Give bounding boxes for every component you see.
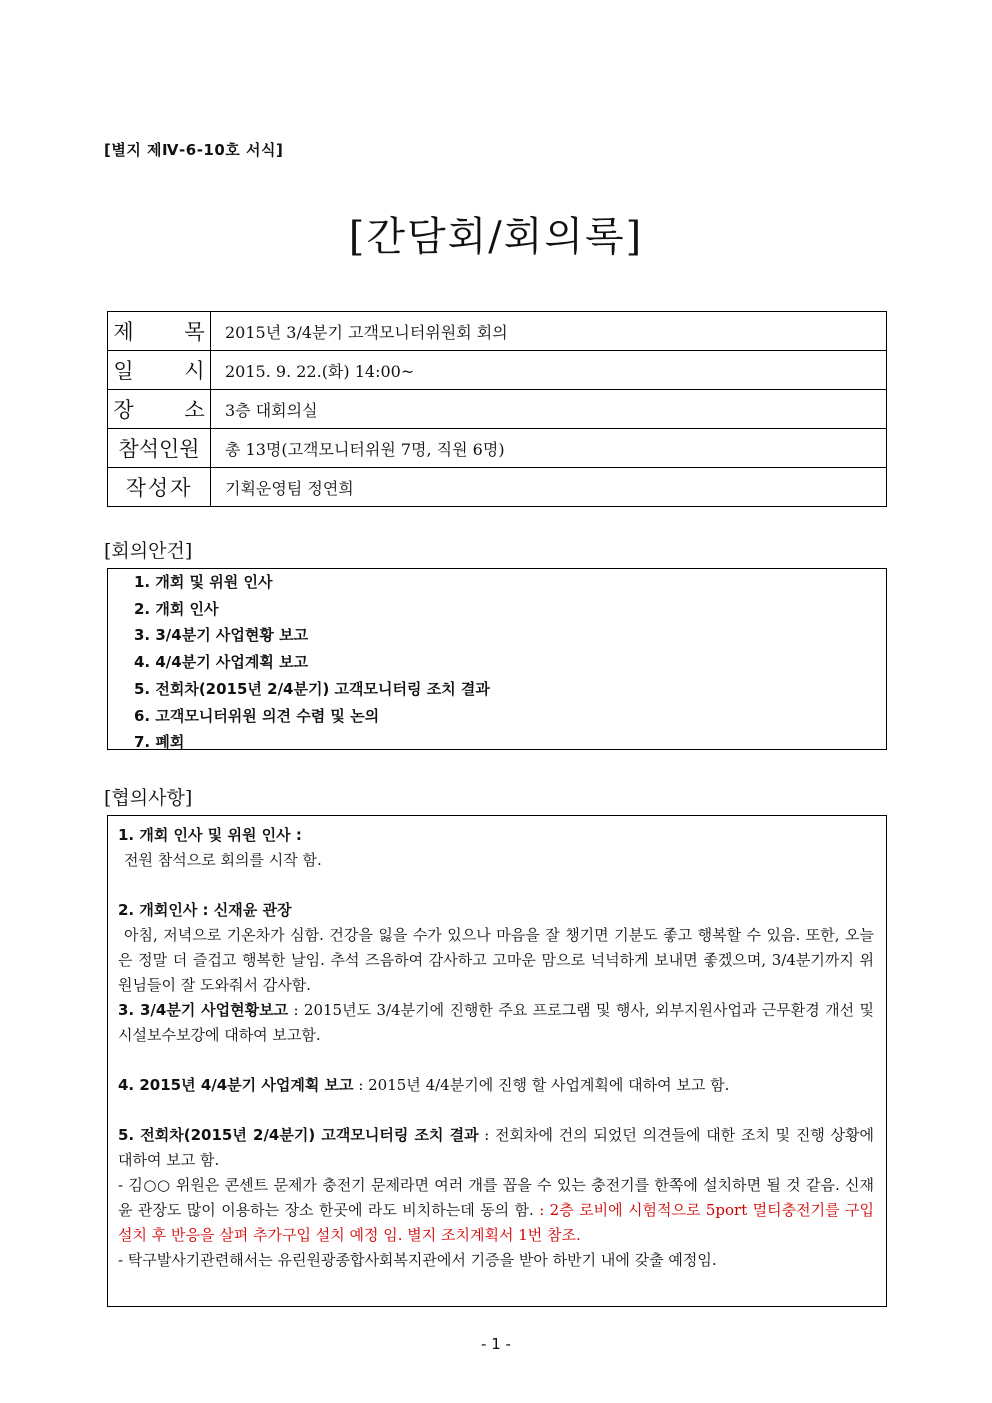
list-item: 1. 개회 및 위원 인사 [134,573,273,591]
section-5-item-1-action: : 2층 로비에 시험적으로 5port 멀티충전기를 구입 설치 후 반응을 살펴 추가구입 설치 예정 임. 별지 조치계획서 1번 참조. [118,1201,875,1244]
section-1-title: 1. 개회 인사 및 위원 인사 : [118,826,302,844]
section-3-body: : 2015년도 3/4분기에 진행한 주요 프로그램 및 행사, 외부지원사업과 근무환경 개선 및 시설보수보강에 대하여 보고함. [118,1001,875,1044]
page-number: - 1 - [481,1335,511,1353]
list-item: 7. 폐회 [134,733,185,752]
section-1-body: 전원 참석으로 회의를 시작 함. [124,851,322,869]
agenda-list [134,569,490,756]
section-4-body: : 2015년 4/4분기에 진행 할 사업계획에 대하여 보고 함. [353,1076,730,1094]
label-location: 장 소 [108,390,211,429]
table-row [108,312,887,351]
discussion-content [118,823,874,1273]
label-author: 작성자 [108,468,211,507]
form-code: [별지 제Ⅳ-6-10호 서식] [104,141,284,159]
section-2-body: 아침, 저녁으로 기온차가 심함. 건강을 잃을 수가 있으나 마음을 잘 챙기면 기분도 좋고 행복할 수 있음. 또한, 오늘은 정말 더 즐겁고 행복한 날임. 추석 즈음하여 감사하고 고마운 맘으로 넉넉하게 보내면 좋겠으며, 3/4분기까지 위원님들이 잘 도와줘서 감사함. [118,926,874,994]
list-item: 3. 3/4분기 사업현황 보고 [134,626,309,645]
section-2-title: 2. 개회인사 : 신재윤 관장 [118,901,292,919]
discussion-box [107,815,887,1307]
list-item: 2. 개회 인사 [134,599,219,618]
section-5-title: 5. 전회차(2015년 2/4분기) 고객모니터링 조치 결과 [118,1126,479,1144]
agenda-box [107,568,887,750]
page-title: [간담회/회의록] [348,214,644,260]
value-subject: 2015년 3/4분기 고객모니터위원회 회의 [211,312,887,351]
list-item: 4. 4/4분기 사업계획 보고 [134,653,309,672]
meeting-info-table [107,311,887,507]
label-subject: 제 목 [108,312,211,351]
agenda-heading: [회의안건] [104,540,193,562]
value-author: 기획운영팀 정연희 [211,468,887,507]
section-5-item-2: - 탁구발사기관련해서는 유린원광종합사회복지관에서 기증을 받아 하반기 내에 갖출 예정임. [118,1251,717,1269]
value-attendees: 총 13명(고객모니터위원 7명, 직원 6명) [211,429,887,468]
section-4-title: 4. 2015년 4/4분기 사업계획 보고 [118,1076,354,1094]
section-5-body: : 전회차에 건의 되었던 의견들에 대한 조치 및 진행 상황에 대하여 보고 함. [118,1126,874,1169]
section-5-item-1: - 김○○ 위원은 콘센트 문제가 충전기 문제라면 여러 개를 꼽을 수 있는 충전기를 한쪽에 설치하면 될 것 같음. 신재윤 관장도 많이 이용하는 장소 한곳에 라도 비치하는데 동의 함. [118,1176,874,1219]
section-3-title: 3. 3/4분기 사업현황보고 [118,1001,289,1019]
value-datetime: 2015. 9. 22.(화) 14:00~ [211,351,887,390]
discussion-heading: [협의사항] [104,787,193,809]
table-row [108,390,887,429]
value-location: 3층 대회의실 [211,390,887,429]
label-datetime: 일 시 [108,351,211,390]
list-item: 6. 고객모니터위원 의견 수렴 및 논의 [134,706,380,725]
table-row [108,351,887,390]
list-item: 5. 전회차(2015년 2/4분기) 고객모니터링 조치 결과 [134,679,490,698]
label-attendees: 참석인원 [108,429,211,468]
table-row [108,468,887,507]
table-row [108,429,887,468]
